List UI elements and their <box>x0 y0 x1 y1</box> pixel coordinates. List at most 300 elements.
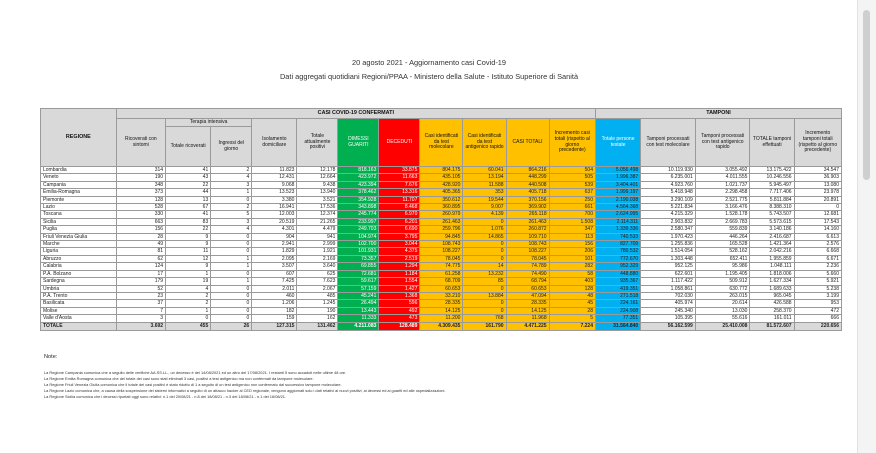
header-ti-ingressi: Ingressi del giorno <box>211 127 252 167</box>
header-tamponi-totale: TOTALE tamponi effettuati <box>750 119 794 167</box>
table-cell: 666 <box>794 315 841 322</box>
table-cell: 652.411 <box>695 255 750 262</box>
table-cell: 6.671 <box>794 255 841 262</box>
table-cell: 55.616 <box>695 315 750 322</box>
table-cell: 21.265 <box>297 218 338 225</box>
table-cell: 2 <box>211 204 252 211</box>
table-cell: 2.521.775 <box>695 196 750 203</box>
table-cell: 5.743.507 <box>750 211 794 218</box>
table-cell: 52 <box>116 285 165 292</box>
table-cell: 446.264 <box>695 233 750 240</box>
table-cell: 5.660 <box>794 270 841 277</box>
table-cell: 56.162.599 <box>641 322 696 330</box>
table-cell: 74.490 <box>506 270 549 277</box>
table-cell: 1.368 <box>379 292 420 299</box>
header-region: REGIONE <box>41 109 117 167</box>
table-cell: 33.875 <box>379 167 420 174</box>
table-cell: 1.970.423 <box>641 233 696 240</box>
table-cell: 3.199 <box>794 292 841 299</box>
table-row <box>41 315 842 322</box>
table-cell: 2.042.216 <box>750 248 794 255</box>
table-cell: 259.796 <box>420 226 463 233</box>
table-cell: 26.494 <box>338 300 379 307</box>
table-cell: 5.573.615 <box>750 218 794 225</box>
table-cell: 2.298.458 <box>695 189 750 196</box>
table-cell: 67 <box>166 204 211 211</box>
table-cell: 206 <box>549 248 595 255</box>
table-row <box>41 278 842 285</box>
table-cell: 8.468 <box>379 204 420 211</box>
table-cell: 1.689.633 <box>750 285 794 292</box>
table-cell: 440.508 <box>506 181 549 188</box>
table-cell: 113 <box>549 233 595 240</box>
table-cell: 768 <box>463 315 506 322</box>
header-antigenico: Casi identificati da test antigenico rapido <box>463 119 506 167</box>
table-cell: 12.681 <box>794 211 841 218</box>
table-cell: 663 <box>116 218 165 225</box>
region-name: Umbria <box>41 285 117 292</box>
table-cell: 12.003 <box>252 211 297 218</box>
table-cell: 9.068 <box>252 181 297 188</box>
table-cell: 1.627.334 <box>750 278 794 285</box>
note-line: La Regione Friuli Venezia Giulia comunica che il totale dei casi positivi è stato ridotto di 1 a seguito di un test antigenico non confermato dal successivo tampone molecolare. <box>44 382 342 387</box>
group-tamponi: TAMPONI <box>595 109 841 119</box>
region-name: Campania <box>41 181 117 188</box>
table-cell: 4 <box>211 226 252 233</box>
table-cell: 58 <box>549 270 595 277</box>
table-cell: 4.139 <box>463 211 506 218</box>
table-cell: 1.921 <box>297 248 338 255</box>
table-cell: 9 <box>166 233 211 240</box>
table-cell: 661 <box>549 204 595 211</box>
table-cell: 0 <box>463 255 506 262</box>
table-cell: 13.175.422 <box>750 167 794 174</box>
table-cell: 4.564.368 <box>595 204 640 211</box>
table-cell: 1.206 <box>252 300 297 307</box>
table-cell: 182 <box>252 307 297 314</box>
table-row <box>41 218 842 225</box>
table-cell: 3.166.476 <box>695 204 750 211</box>
table-cell: 1.427 <box>379 285 420 292</box>
table-cell: 41 <box>166 211 211 218</box>
table-cell: 1 <box>211 263 252 270</box>
table-cell: 28 <box>116 233 165 240</box>
table-cell: 559.839 <box>695 226 750 233</box>
table-cell: 161.790 <box>463 322 506 330</box>
table-cell: 3.507 <box>252 263 297 270</box>
table-cell: 5.221.834 <box>641 204 696 211</box>
table-cell: 1.184 <box>379 270 420 277</box>
header-ricoverati: Ricoverati con sintomi <box>116 119 165 167</box>
table-cell: 258.370 <box>750 307 794 314</box>
table-cell: 14.865 <box>463 233 506 240</box>
table-cell: 7.224 <box>549 322 595 330</box>
table-cell: 1 <box>166 307 211 314</box>
table-cell: 0 <box>463 285 506 292</box>
table-cell: 11.968 <box>506 315 549 322</box>
table-cell: 102.700 <box>338 241 379 248</box>
table-row <box>41 233 842 240</box>
table-cell: 13.523 <box>252 189 297 196</box>
table-cell: 1.955.859 <box>750 255 794 262</box>
table-cell: 426.588 <box>750 300 794 307</box>
header-positivi: Totale attualmente positivi <box>297 119 338 167</box>
table-cell: 7 <box>116 307 165 314</box>
table-cell: 23.978 <box>794 189 841 196</box>
table-cell: 5.056.498 <box>595 167 640 174</box>
table-row <box>41 204 842 211</box>
table-cell: 12.431 <box>252 174 297 181</box>
table-cell: 263.015 <box>695 292 750 299</box>
table-row <box>41 196 842 203</box>
table-cell: 1.996.387 <box>595 174 640 181</box>
table-cell: 360.895 <box>420 204 463 211</box>
table-cell: 2.941 <box>252 241 297 248</box>
table-row <box>41 181 842 188</box>
table-cell: 6.235.001 <box>641 174 696 181</box>
table-cell: 350.612 <box>420 196 463 203</box>
table-cell: 1.076 <box>463 226 506 233</box>
table-cell: 528.162 <box>695 248 750 255</box>
table-cell: 13.080 <box>794 181 841 188</box>
group-terapia-intensiva: Terapia intensiva <box>166 119 252 127</box>
table-cell: 57.159 <box>338 285 379 292</box>
table-cell: 347 <box>549 226 595 233</box>
header-deceduti: DECEDUTI <box>379 119 420 167</box>
region-name: Sicilia <box>41 218 117 225</box>
table-cell: 77.351 <box>595 315 640 322</box>
table-cell: 818.163 <box>338 167 379 174</box>
table-cell: 124 <box>116 263 165 270</box>
table-cell: 1 <box>211 278 252 285</box>
table-cell: 10.246.556 <box>750 174 794 181</box>
note-line: La Regione Sicilia comunica che i decessi riportati oggi sono relativi: n.1 del 20/08/21 - n.8 del 18/08/21 - n.3 del 18/08/21 - n.1 del 16/08/21. <box>44 394 287 399</box>
table-cell: 2 <box>211 167 252 174</box>
table-cell: 11 <box>166 248 211 255</box>
table-cell: 2.169 <box>297 255 338 262</box>
region-name: P.A. Bolzano <box>41 270 117 277</box>
note-line: La Regione Emilia Romagna comunica che del totale dei casi sono stati eliminati 3 casi, positivi a test antigenico ma non confermati da tampone molecolare. <box>44 376 314 381</box>
table-cell: 13.940 <box>297 189 338 196</box>
table-cell: 12.664 <box>297 174 338 181</box>
header-molecolare: Casi identificati da test molecolare <box>420 119 463 167</box>
table-cell: 2.580.347 <box>641 226 696 233</box>
table-cell: 622.601 <box>641 270 696 277</box>
region-name: Lombardia <box>41 167 117 174</box>
table-cell: 485 <box>297 292 338 299</box>
table-cell: 8.388.310 <box>750 204 794 211</box>
table-cell: 904 <box>252 233 297 240</box>
table-cell: 12 <box>166 255 211 262</box>
table-cell: 128.489 <box>379 322 420 330</box>
table-cell: 11.333 <box>338 315 379 322</box>
region-name: Veneto <box>41 174 117 181</box>
table-cell: 260.872 <box>506 226 549 233</box>
table-cell: 953 <box>794 300 841 307</box>
table-cell: 224.908 <box>595 307 640 314</box>
table-cell: 6.613 <box>794 233 841 240</box>
table-cell: 3.692 <box>116 322 165 330</box>
table-cell: 95.986 <box>695 263 750 270</box>
table-cell: 448.880 <box>595 270 640 277</box>
table-cell: 45 <box>549 300 595 307</box>
vertical-scrollbar[interactable] <box>857 0 876 453</box>
table-cell: 13.232 <box>463 270 506 277</box>
table-cell: 2.576 <box>794 241 841 248</box>
table-cell: 539 <box>549 181 595 188</box>
table-cell: 1.514.054 <box>641 248 696 255</box>
table-cell: 44 <box>166 189 211 196</box>
region-name: Liguria <box>41 248 117 255</box>
table-cell: 405.718 <box>506 189 549 196</box>
notes <box>44 370 445 400</box>
header-persone-testate: Totale persone testate <box>595 119 640 167</box>
table-cell: 28 <box>549 307 595 314</box>
table-cell: 4.301 <box>252 226 297 233</box>
table-cell: 1.117.422 <box>641 278 696 285</box>
table-cell: 81 <box>116 248 165 255</box>
table-cell: 250 <box>549 196 595 203</box>
table-cell: 0 <box>211 248 252 255</box>
table-cell: 1.508 <box>549 218 595 225</box>
table-cell: 3 <box>116 315 165 322</box>
table-cell: 9 <box>166 241 211 248</box>
table-cell: 3.055.492 <box>695 167 750 174</box>
table-cell: 265.118 <box>506 211 549 218</box>
table-cell: 2 <box>166 292 211 299</box>
table-cell: 14.125 <box>506 307 549 314</box>
table-cell: 2.114.311 <box>595 218 640 225</box>
table-cell: 3.795 <box>379 233 420 240</box>
table-cell: 17.543 <box>794 218 841 225</box>
table-cell: 4.011.555 <box>695 174 750 181</box>
notes-title: Note: <box>44 354 58 360</box>
table-cell: 16.941 <box>252 204 297 211</box>
table-cell: 11.663 <box>379 174 420 181</box>
table-cell: 261.463 <box>420 218 463 225</box>
table-cell: 0 <box>794 204 841 211</box>
table-cell: 5 <box>211 211 252 218</box>
table-cell: 43 <box>166 174 211 181</box>
table-cell: 271.518 <box>595 292 640 299</box>
table-cell: 373 <box>116 189 165 196</box>
table-cell: 282 <box>549 263 595 270</box>
table-cell: 3.044 <box>379 241 420 248</box>
table-cell: 12.374 <box>297 211 338 218</box>
table-cell: 1.021.737 <box>695 181 750 188</box>
group-casi-confermati: CASI COVID-19 CONFERMATI <box>116 109 595 119</box>
table-cell: 25.410.008 <box>695 322 750 330</box>
table-cell: 3.290.109 <box>641 196 696 203</box>
table-cell: 473 <box>379 315 420 322</box>
table-cell: 20.614 <box>695 300 750 307</box>
table-cell: 13.443 <box>338 307 379 314</box>
table-cell: 68.794 <box>506 278 549 285</box>
table-cell: 109.710 <box>506 233 549 240</box>
table-cell: 343.898 <box>338 204 379 211</box>
table-cell: 12.178 <box>297 167 338 174</box>
table-row <box>41 241 842 248</box>
table-row <box>41 270 842 277</box>
table-cell: 4.923.760 <box>641 181 696 188</box>
table-cell: 22 <box>166 181 211 188</box>
table-cell: 1.421.364 <box>750 241 794 248</box>
table-cell: 370.156 <box>506 196 549 203</box>
table-cell: 4 <box>211 174 252 181</box>
table-cell: 74.775 <box>420 263 463 270</box>
table-cell: 419.351 <box>595 285 640 292</box>
table-cell: 330 <box>116 211 165 218</box>
table-row <box>41 189 842 196</box>
table-cell: 108.227 <box>420 248 463 255</box>
table-cell: 423.972 <box>338 174 379 181</box>
table-cell: 26 <box>211 322 252 330</box>
table-cell: 0 <box>463 241 506 248</box>
table-cell: 5.811.884 <box>750 196 794 203</box>
table-cell: 13.030 <box>695 307 750 314</box>
table-cell: 68.709 <box>420 278 463 285</box>
region-name: Molise <box>41 307 117 314</box>
table-cell: 13 <box>166 196 211 203</box>
region-name: Calabria <box>41 263 117 270</box>
table-cell: 0 <box>463 300 506 307</box>
table-cell: 0 <box>166 315 211 322</box>
table-cell: 156 <box>116 226 165 233</box>
table-cell: 4.375 <box>379 248 420 255</box>
table-cell: 4.309.435 <box>420 322 463 330</box>
table-cell: 165.528 <box>695 241 750 248</box>
scrollbar-thumb[interactable] <box>863 10 870 180</box>
table-cell: 353 <box>463 189 506 196</box>
table-cell: 509.912 <box>695 278 750 285</box>
table-cell: 20.519 <box>252 218 297 225</box>
table-cell: 104.974 <box>338 233 379 240</box>
table-cell: 625 <box>297 270 338 277</box>
table-cell: 2.190.038 <box>595 196 640 203</box>
table-cell: 14 <box>463 263 506 270</box>
table-total-row <box>41 322 842 330</box>
table-cell: 348 <box>116 181 165 188</box>
note-line: La Regione Lazio comunica che, a causa della sospensione dei sistemi informatici a seguito di un attacco hacker al CED regionale, vengono aggiornati solo i dati relativi ai nuovi positivi, ai decessi ed ai guariti ed alle ospedalizzazioni. <box>44 388 446 393</box>
table-cell: 9.438 <box>297 181 338 188</box>
table-cell: 85 <box>463 278 506 285</box>
note-line: La Regione Campania comunica che a seguito delle verifiche AA.SS.LL., un decesso è del 14/08/2021 ed un altro del 17/08/2021. I restanti 5 sono accaduti nelle ultime 48 ore. <box>44 370 347 375</box>
table-cell: 528 <box>116 204 165 211</box>
table-cell: 233.997 <box>338 218 379 225</box>
table-cell: 455 <box>166 322 211 330</box>
table-cell: 435.105 <box>420 174 463 181</box>
table-cell: 314 <box>116 167 165 174</box>
table-cell: 504 <box>549 167 595 174</box>
table-cell: 49 <box>116 241 165 248</box>
table-cell: 4.215.329 <box>641 211 696 218</box>
table-cell: 73.357 <box>338 255 379 262</box>
table-cell: 637 <box>549 189 595 196</box>
header-tamponi-incremento: Incremento tamponi totali (rispetto al giorno precedente) <box>794 119 841 167</box>
region-name: Piemonte <box>41 196 117 203</box>
table-cell: 59.617 <box>338 278 379 285</box>
table-row <box>41 285 842 292</box>
table-cell: 1 <box>211 189 252 196</box>
table-row <box>41 263 842 270</box>
table-cell: 1.294 <box>379 263 420 270</box>
table-cell: 405.974 <box>641 300 696 307</box>
table-cell: 0 <box>463 218 506 225</box>
table-cell: 62 <box>116 255 165 262</box>
document-title: 20 agosto 2021 - Aggiornamento casi Covid-19 <box>351 58 507 67</box>
table-cell: 78.045 <box>506 255 549 262</box>
table-cell: 17 <box>116 270 165 277</box>
table-cell: 1.048.111 <box>750 263 794 270</box>
table-cell: 952.329 <box>595 263 640 270</box>
table-cell: 505 <box>549 174 595 181</box>
table-cell: 3.521 <box>297 196 338 203</box>
table-cell: 2 <box>166 300 211 307</box>
table-cell: 2.095 <box>252 255 297 262</box>
table-cell: 827.709 <box>595 241 640 248</box>
table-cell: 2.067 <box>297 285 338 292</box>
table-cell: 36.903 <box>794 174 841 181</box>
table-cell: 2.236 <box>794 263 841 270</box>
table-cell: 1 <box>211 255 252 262</box>
table-cell: 13.316 <box>379 189 420 196</box>
table-cell: 33.210 <box>420 292 463 299</box>
table-cell: 7.717.406 <box>750 189 794 196</box>
table-cell: 3.404.401 <box>595 181 640 188</box>
document-subtitle: Dati aggregati quotidiani Regioni/PPAA - Ministero della Salute - Istituto Superiore di Sanità <box>279 72 579 81</box>
table-cell: 607 <box>252 270 297 277</box>
table-cell: 0 <box>211 241 252 248</box>
region-name: Basilicata <box>41 300 117 307</box>
header-ti-totale: Totale ricoverati <box>166 127 211 167</box>
table-cell: 249.703 <box>338 226 379 233</box>
table-cell: 20.891 <box>794 196 841 203</box>
table-cell: 492 <box>379 307 420 314</box>
table-cell: 261.463 <box>506 218 549 225</box>
table-row <box>41 248 842 255</box>
table-cell: 69.855 <box>338 263 379 270</box>
table-cell: 0 <box>211 300 252 307</box>
table-cell: 11.707 <box>379 196 420 203</box>
table-cell: 13.194 <box>463 174 506 181</box>
table-cell: 245.774 <box>338 211 379 218</box>
table-cell: 1.339.336 <box>595 226 640 233</box>
table-cell: 780.532 <box>595 248 640 255</box>
table-cell: 1.195.405 <box>695 270 750 277</box>
table-cell: 2.903.832 <box>641 218 696 225</box>
table-cell: 864.216 <box>506 167 549 174</box>
table-cell: 179 <box>116 278 165 285</box>
table-cell: 14.125 <box>420 307 463 314</box>
table-cell: 9.007 <box>463 204 506 211</box>
table-cell: 19 <box>166 278 211 285</box>
table-row <box>41 167 842 174</box>
table-cell: 74.789 <box>506 263 549 270</box>
table-cell: 0 <box>211 315 252 322</box>
region-name: Emilia-Romagna <box>41 189 117 196</box>
table-cell: 3 <box>211 181 252 188</box>
table-row <box>41 255 842 262</box>
table-cell: 190 <box>297 307 338 314</box>
region-name: TOTALE <box>41 322 117 330</box>
table-cell: 354.928 <box>338 196 379 203</box>
table-cell: 1.245 <box>297 300 338 307</box>
table-cell: 2.519 <box>379 255 420 262</box>
table-cell: 161.011 <box>750 315 794 322</box>
table-cell: 3 <box>211 218 252 225</box>
region-name: Friuli Venezia Giulia <box>41 233 117 240</box>
table-cell: 224.161 <box>595 300 640 307</box>
